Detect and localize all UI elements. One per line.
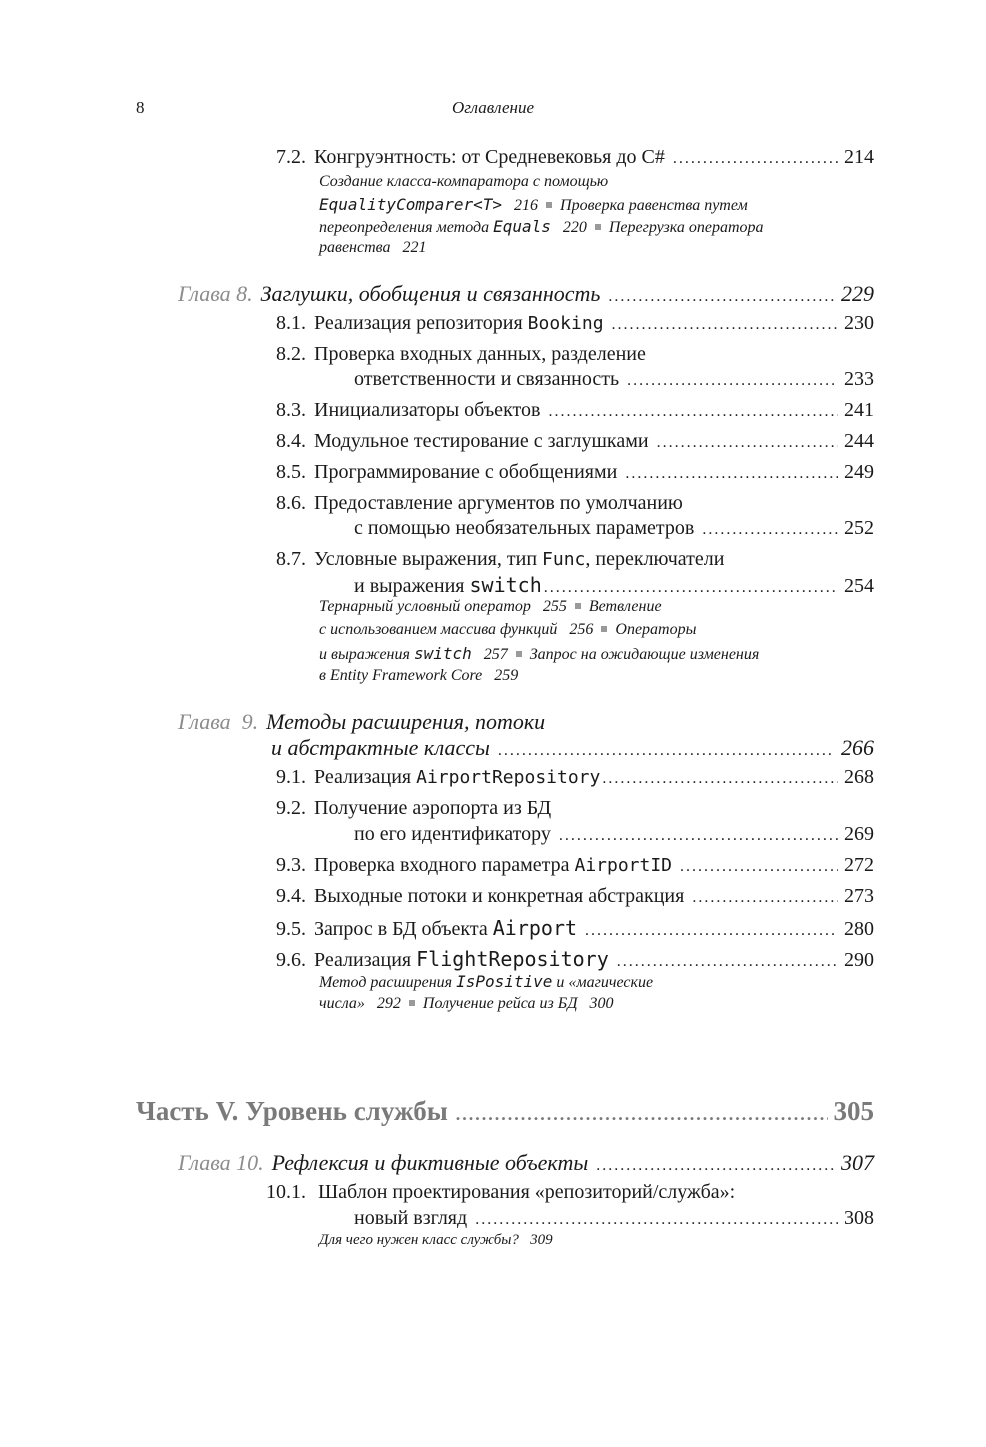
part-title: Часть V. Уровень службы bbox=[136, 1096, 448, 1126]
subtopics-line bbox=[319, 1232, 553, 1249]
subtopics-line bbox=[319, 995, 614, 1013]
section-title: Шаблон проектирования «репозиторий/служба»: bbox=[318, 1181, 736, 1203]
dot-leader bbox=[692, 889, 838, 907]
toc-entry-9-3[interactable] bbox=[276, 854, 874, 877]
page-ref: 290 bbox=[844, 949, 874, 971]
page-ref: 249 bbox=[844, 461, 874, 483]
toc-chapter-8[interactable] bbox=[178, 281, 874, 307]
page-ref: 221 bbox=[402, 239, 427, 256]
page-ref: 220 bbox=[562, 219, 587, 236]
section-title: Получение аэропорта из БД bbox=[314, 797, 552, 819]
subtopics-line bbox=[319, 217, 764, 237]
toc-entry-9-5[interactable] bbox=[276, 916, 874, 941]
dot-leader bbox=[680, 858, 838, 876]
toc-entry-8-7-line2[interactable] bbox=[354, 573, 874, 598]
toc-entry-10-1-line1[interactable] bbox=[266, 1181, 874, 1204]
page-ref: 305 bbox=[833, 1096, 874, 1126]
section-title: Программирование с обобщениями bbox=[314, 461, 618, 483]
section-title: Конгруэнтность: от Средневековья до C# bbox=[314, 146, 665, 168]
toc-entry-9-2-line2[interactable] bbox=[354, 823, 874, 846]
chapter-title: Рефлексия и фиктивные объекты bbox=[271, 1150, 589, 1175]
section-title: Реализация репозитория bbox=[314, 312, 523, 334]
subtopics-line bbox=[319, 972, 653, 992]
code-term: switch bbox=[469, 573, 542, 597]
section-title: Модульное тестирование с заглушками bbox=[314, 430, 649, 452]
dot-leader bbox=[702, 521, 838, 539]
subtopic-text: Получение рейса из БД bbox=[422, 995, 578, 1012]
section-number: 7.2. bbox=[276, 146, 306, 168]
page-ref: 292 bbox=[376, 995, 401, 1012]
page-ref: 273 bbox=[844, 885, 874, 907]
code-term: Equals bbox=[493, 217, 551, 236]
bullet-separator-icon bbox=[409, 1000, 415, 1006]
page-ref: 256 bbox=[569, 621, 594, 638]
toc-entry-9-6[interactable] bbox=[276, 947, 874, 972]
chapter-title-cont: и абстрактные классы bbox=[271, 735, 490, 760]
section-title: Реализация bbox=[314, 766, 412, 788]
subtopic-text: Создание класса-компаратора с помощью bbox=[319, 173, 609, 190]
section-number: 9.1. bbox=[276, 766, 306, 788]
bullet-separator-icon bbox=[595, 224, 601, 230]
dot-leader bbox=[602, 770, 838, 788]
code-term: switch bbox=[413, 644, 472, 663]
toc-entry-10-1-line2[interactable] bbox=[354, 1207, 874, 1230]
bullet-separator-icon bbox=[575, 603, 581, 609]
chapter-label: Глава 9. bbox=[178, 709, 259, 734]
page-ref: 280 bbox=[844, 918, 874, 940]
page-ref: 268 bbox=[844, 766, 874, 788]
section-number: 8.7. bbox=[276, 548, 306, 570]
page-ref: 233 bbox=[844, 368, 874, 390]
subtopics-line bbox=[319, 667, 518, 685]
page-ref: 241 bbox=[844, 399, 874, 421]
dot-leader bbox=[559, 827, 838, 845]
page-ref: 214 bbox=[844, 146, 874, 168]
toc-entry-8-6-line1[interactable] bbox=[276, 492, 874, 515]
section-number: 9.5. bbox=[276, 918, 306, 940]
page-ref: 272 bbox=[844, 854, 874, 876]
dot-leader bbox=[673, 150, 838, 168]
section-title-cont: ответственности и связанность bbox=[354, 368, 620, 390]
section-title: , переключатели bbox=[585, 548, 725, 570]
subtopic-text: и выражения bbox=[319, 646, 414, 663]
toc-entry-8-5[interactable] bbox=[276, 461, 874, 484]
code-term: Func bbox=[542, 549, 586, 570]
page-ref: 252 bbox=[844, 517, 874, 539]
toc-part-5[interactable] bbox=[136, 1096, 874, 1127]
page-ref: 229 bbox=[841, 281, 874, 306]
section-title: Реализация bbox=[314, 949, 412, 971]
bullet-separator-icon bbox=[601, 626, 607, 632]
toc-entry-8-4[interactable] bbox=[276, 430, 874, 453]
section-number: 8.2. bbox=[276, 343, 306, 365]
section-number: 8.1. bbox=[276, 312, 306, 334]
page-ref: 254 bbox=[844, 575, 874, 597]
subtopic-text: Ветвление bbox=[588, 598, 662, 615]
dot-leader bbox=[548, 403, 838, 421]
subtopic-text: числа» bbox=[319, 995, 365, 1012]
section-title-cont: новый взгляд bbox=[354, 1207, 468, 1229]
dot-leader bbox=[596, 1157, 835, 1175]
section-title: Инициализаторы объектов bbox=[314, 399, 541, 421]
toc-chapter-9-line2[interactable] bbox=[271, 735, 874, 761]
section-title-cont: по его идентификатору bbox=[354, 823, 551, 845]
toc-entry-8-7-line1[interactable] bbox=[276, 548, 874, 571]
chapter-title: Заглушки, обобщения и связанность bbox=[260, 281, 601, 306]
toc-chapter-10[interactable] bbox=[178, 1150, 874, 1176]
page-ref: 308 bbox=[844, 1207, 874, 1229]
section-title-cont: с помощью необязательных параметров bbox=[354, 517, 695, 539]
subtopics-line bbox=[319, 621, 696, 639]
toc-entry-8-2-line1[interactable] bbox=[276, 343, 874, 366]
section-title: Предоставление аргументов по умолчанию bbox=[314, 492, 683, 514]
subtopics-line bbox=[319, 644, 759, 664]
subtopics-line bbox=[319, 195, 748, 215]
dot-leader bbox=[498, 742, 835, 760]
page-ref: 257 bbox=[483, 646, 508, 663]
running-title: Оглавление bbox=[451, 98, 535, 117]
code-term: EqualityComparer<T> bbox=[319, 195, 503, 214]
bullet-separator-icon bbox=[516, 651, 522, 657]
page-ref: 255 bbox=[542, 598, 567, 615]
subtopic-text: с использованием массива функций bbox=[319, 621, 558, 638]
page-ref: 269 bbox=[844, 823, 874, 845]
toc-entry-8-3[interactable] bbox=[276, 399, 874, 422]
section-number: 9.4. bbox=[276, 885, 306, 907]
section-title: Запрос в БД объекта bbox=[314, 918, 488, 940]
chapter-label: Глава 10. bbox=[178, 1150, 264, 1175]
dot-leader bbox=[475, 1211, 838, 1229]
dot-leader bbox=[627, 372, 838, 390]
toc-entry-9-4[interactable] bbox=[276, 885, 874, 908]
toc-entry-9-1[interactable] bbox=[276, 766, 874, 789]
page-ref: 230 bbox=[844, 312, 874, 334]
section-number: 10.1. bbox=[266, 1181, 306, 1203]
dot-leader bbox=[608, 288, 835, 306]
subtopic-text: Проверка равенства путем bbox=[560, 197, 748, 214]
subtopic-text: Запрос на ожидающие изменения bbox=[529, 646, 760, 663]
section-number: 8.5. bbox=[276, 461, 306, 483]
toc-entry-8-1[interactable] bbox=[276, 312, 874, 335]
section-number: 8.4. bbox=[276, 430, 306, 452]
bullet-separator-icon bbox=[546, 202, 552, 208]
dot-leader bbox=[617, 953, 838, 971]
code-term: Booking bbox=[527, 313, 604, 334]
subtopic-text: Операторы bbox=[615, 621, 697, 638]
toc-entry-9-2-line1[interactable] bbox=[276, 797, 874, 820]
page-ref: 309 bbox=[530, 1232, 553, 1248]
page-ref: 244 bbox=[844, 430, 874, 452]
dot-leader bbox=[625, 465, 838, 483]
section-title: Проверка входных данных, разделение bbox=[314, 343, 646, 365]
subtopics-line bbox=[319, 239, 426, 257]
dot-leader bbox=[456, 1104, 828, 1125]
section-number: 9.2. bbox=[276, 797, 306, 819]
subtopic-text: и «магические bbox=[552, 974, 654, 991]
code-term: IsPositive bbox=[456, 972, 553, 991]
toc-entry-8-2-line2[interactable] bbox=[354, 368, 874, 391]
subtopics-line bbox=[319, 173, 608, 191]
section-number: 9.3. bbox=[276, 854, 306, 876]
toc-entry-8-6-line2[interactable] bbox=[354, 517, 874, 540]
subtopic-text: равенства bbox=[319, 239, 391, 256]
page-ref: 216 bbox=[514, 197, 539, 214]
dot-leader bbox=[585, 922, 838, 940]
chapter-label: Глава 8. bbox=[178, 281, 253, 306]
subtopic-text: Метод расширения bbox=[319, 974, 457, 991]
code-term: Airport bbox=[492, 916, 578, 940]
dot-leader bbox=[544, 579, 838, 597]
code-term: AirportID bbox=[574, 855, 673, 876]
chapter-title: Методы расширения, потоки bbox=[266, 709, 546, 734]
section-title: Выходные потоки и конкретная абстракция bbox=[314, 885, 685, 907]
subtopic-text: Перегрузка оператора bbox=[608, 219, 764, 236]
dot-leader bbox=[657, 434, 838, 452]
page-ref: 307 bbox=[841, 1150, 874, 1175]
dot-leader bbox=[612, 316, 838, 334]
code-term: FlightRepository bbox=[416, 947, 609, 971]
section-title-cont: и выражения bbox=[354, 575, 465, 597]
page-ref: 266 bbox=[841, 735, 874, 760]
subtopic-text: переопределения метода bbox=[319, 219, 494, 236]
page-number: 8 bbox=[136, 98, 145, 117]
section-title: Проверка входного параметра bbox=[314, 854, 570, 876]
section-number: 8.6. bbox=[276, 492, 306, 514]
section-number: 9.6. bbox=[276, 949, 306, 971]
section-number: 8.3. bbox=[276, 399, 306, 421]
subtopic-text: в Entity Framework Core bbox=[319, 667, 483, 684]
code-term: AirportRepository bbox=[416, 767, 601, 788]
section-title: Условные выражения, тип bbox=[314, 548, 538, 570]
subtopics-line bbox=[319, 598, 662, 616]
toc-chapter-9-line1[interactable] bbox=[178, 709, 874, 735]
subtopic-text: Тернарный условный оператор bbox=[319, 598, 531, 615]
page-ref: 259 bbox=[494, 667, 519, 684]
page-ref: 300 bbox=[589, 995, 614, 1012]
toc-entry-7-2[interactable] bbox=[276, 146, 874, 169]
subtopic-text: Для чего нужен класс службы? bbox=[319, 1232, 519, 1248]
